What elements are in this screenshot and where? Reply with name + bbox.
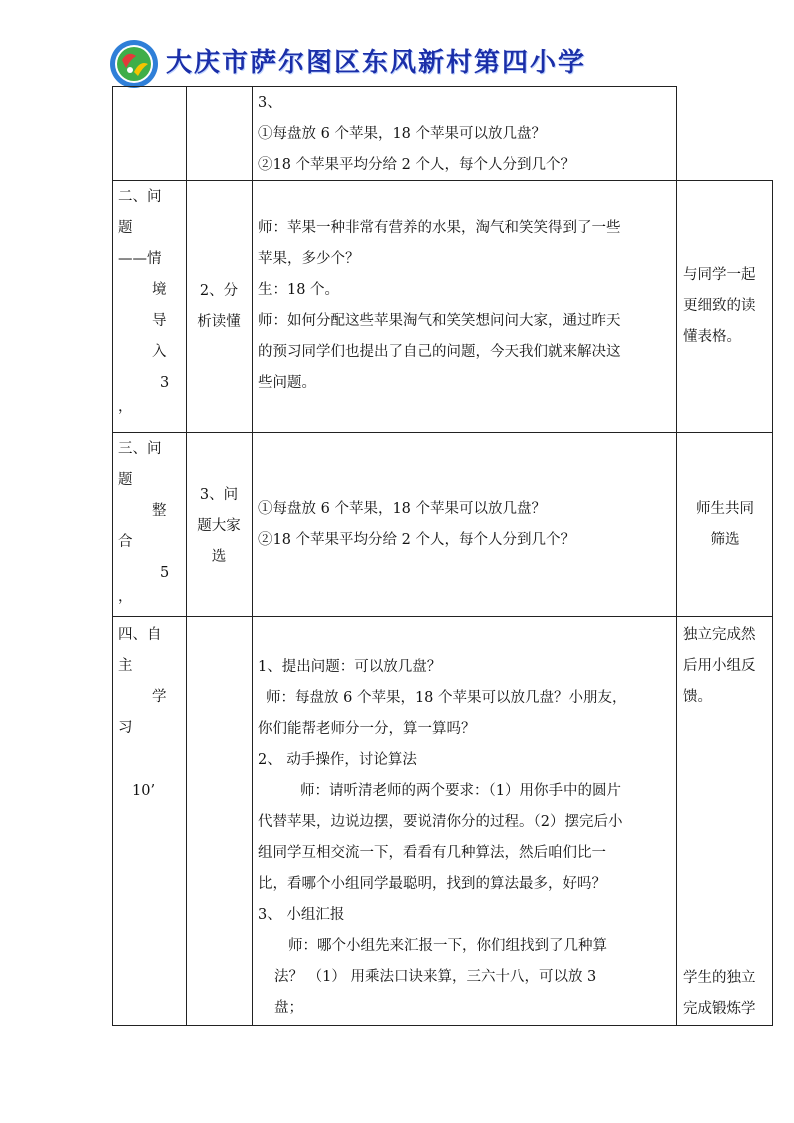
stage-line: 整 [152, 503, 167, 519]
row-divider [112, 616, 773, 617]
content-line: 1、提出问题：可以放几盘？ [258, 659, 442, 675]
column-divider [186, 86, 187, 1026]
stage-line: 主 [118, 658, 133, 674]
page-header [100, 34, 700, 90]
note-line: 与同学一起 [683, 267, 756, 283]
stage-cell [118, 620, 180, 807]
content-line: 代替苹果，边说边摆，要说清你分的过程。（2）摆完后小 [258, 814, 623, 830]
note-line: 懂表格。 [683, 329, 741, 345]
note-cell [678, 494, 772, 556]
stage-line: 5 [160, 565, 170, 581]
note-line: 馈。 [683, 689, 712, 705]
stage-line: 二、问 [118, 189, 162, 205]
stage-line: ， [118, 589, 133, 605]
content-line: ①每盘放 6 个苹果，18 个苹果可以放几盘？ [258, 501, 547, 517]
step-cell [188, 480, 250, 573]
content-line: 师：每盘放 6 个苹果，18 个苹果可以放几盘？小朋友， [266, 690, 627, 706]
note-line: 筛选 [710, 532, 740, 548]
table-top-border [112, 86, 676, 87]
stage-line: ——情 [118, 251, 162, 267]
content-line: ②18 个苹果平均分给 2 个人，每个人分到几个？ [258, 532, 576, 548]
stage-line: 四、自 [118, 627, 162, 643]
content-line: 苹果，多少个？ [258, 251, 360, 267]
note-line: 师生共同 [696, 501, 754, 517]
stage-line: 题 [118, 472, 133, 488]
note-cell [683, 963, 756, 1025]
content-line: 你们能帮老师分一分，算一算吗？ [258, 721, 476, 737]
stage-line: 习 [118, 720, 133, 736]
lesson-content-cell [258, 652, 627, 1024]
stage-cell [118, 434, 180, 605]
lesson-content-cell [258, 213, 621, 399]
table-right-border [772, 180, 773, 1026]
step-line: 析读懂 [197, 314, 241, 330]
content-line: 师：请听清老师的两个要求：（1）用你手中的圆片 [300, 783, 621, 799]
note-line: 学生的独立 [683, 970, 756, 986]
lesson-content-cell [258, 88, 575, 181]
stage-line: 境 [152, 282, 167, 298]
step-line: 选 [211, 549, 227, 565]
note-cell [683, 620, 756, 713]
note-line: 完成锻炼学 [683, 1001, 756, 1017]
content-line: 3、 小组汇报 [258, 907, 345, 923]
step-line: 题大家 [197, 518, 241, 534]
content-line: 2、 动手操作，讨论算法 [258, 752, 417, 768]
stage-line: 导 [152, 313, 167, 329]
note-cell [683, 260, 756, 353]
table-bottom-border [112, 1025, 773, 1026]
content-line: ①每盘放 6 个苹果，18 个苹果可以放几盘？ [258, 126, 547, 142]
content-line: 师：哪个小组先来汇报一下，你们组找到了几种算 [288, 938, 607, 954]
content-line: 法？ （1） 用乘法口诀来算，三六十八，可以放 3 [274, 969, 597, 985]
row-divider [112, 432, 773, 433]
stage-line: ， [118, 399, 133, 415]
step-line: 3、问 [199, 487, 239, 503]
content-line: 组同学互相交流一下，看看有几种算法，然后咱们比一 [258, 845, 606, 861]
stage-line: 3 [160, 375, 170, 391]
step-line: 2、分 [199, 283, 239, 299]
content-line: ②18 个苹果平均分给 2 个人，每个人分到几个？ [258, 157, 576, 173]
content-line: 盘； [274, 1000, 303, 1016]
note-line: 更细致的读 [683, 298, 756, 314]
school-logo-icon [108, 38, 160, 90]
content-line: 生：18 个。 [258, 282, 340, 298]
school-name: 大庆市萨尔图区东风新村第四小学 [166, 48, 587, 78]
content-line: 师：如何分配这些苹果淘气和笑笑想问问大家，通过昨天 [258, 313, 621, 329]
note-line: 后用小组反 [683, 658, 756, 674]
content-line: 的预习同学们也提出了自己的问题，今天我们就来解决这 [258, 344, 621, 360]
stage-line: 三、问 [118, 441, 162, 457]
content-line: 3、 [258, 95, 282, 111]
lesson-content-cell [258, 494, 575, 556]
stage-line: 题 [118, 220, 133, 236]
step-cell [188, 276, 250, 338]
note-line: 独立完成然 [683, 627, 756, 643]
column-divider [676, 86, 677, 1026]
stage-line: 合 [118, 534, 133, 550]
table-left-border [112, 86, 113, 1026]
content-line: 师：苹果一种非常有营养的水果，淘气和笑笑得到了一些 [258, 220, 621, 236]
content-line: 些问题。 [258, 375, 316, 391]
column-divider [252, 86, 253, 1026]
stage-line: 10’ [132, 783, 156, 799]
stage-line: 入 [152, 344, 167, 360]
stage-cell [118, 182, 180, 415]
stage-line: 学 [152, 689, 167, 705]
content-line: 比，看哪个小组同学最聪明，找到的算法最多，好吗？ [258, 876, 606, 892]
